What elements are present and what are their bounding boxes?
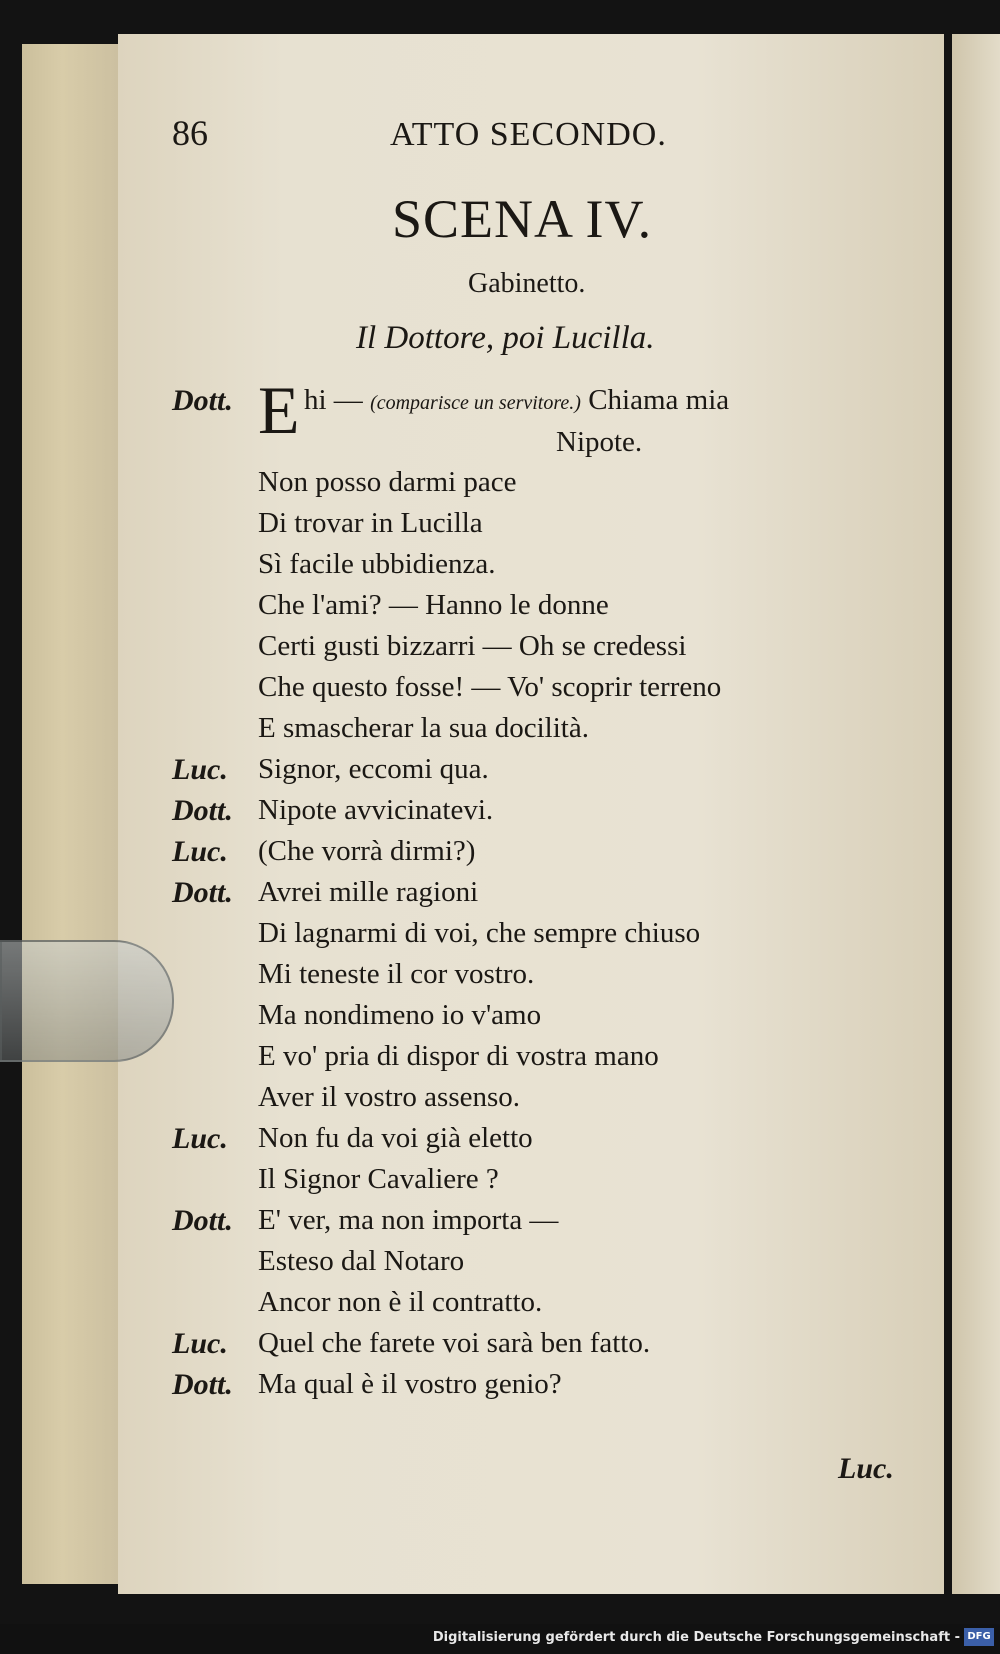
verse-line: Nipote avvicinatevi.: [258, 794, 494, 826]
page-clip: [0, 940, 174, 1062]
verse-line: E' ver, ma non importa —: [258, 1204, 559, 1236]
drop-capital: E: [258, 372, 300, 448]
first-line-continuation: Nipote.: [556, 426, 643, 458]
verse-line: (Che vorrà dirmi?): [258, 835, 476, 867]
scene-characters: Il Dottore, poi Lucilla.: [356, 320, 655, 356]
speaker-label: Luc.: [172, 753, 228, 786]
verse-line: Il Signor Cavaliere ?: [258, 1163, 499, 1195]
speaker-label: Luc.: [172, 1122, 228, 1155]
facing-page-edge: [952, 34, 1000, 1594]
verse-line: Che questo fosse! — Vo' scoprir terreno: [258, 671, 722, 703]
speaker-label: Dott.: [172, 1204, 233, 1237]
verse-line: Di trovar in Lucilla: [258, 507, 483, 539]
catchword: Luc.: [838, 1452, 894, 1485]
first-line-after: Chiama mia: [580, 384, 730, 416]
speaker-label: Dott.: [172, 1368, 233, 1401]
speaker-label: Dott.: [172, 876, 233, 909]
verse-line: Quel che farete voi sarà ben fatto.: [258, 1327, 651, 1359]
digitization-credit: Digitalisierung gefördert durch die Deutsche Forschungsgemeinschaft -: [432, 1630, 960, 1645]
scene-setting: Gabinetto.: [468, 268, 586, 299]
dfg-logo: DFG: [964, 1628, 994, 1646]
verse-line: Mi teneste il cor vostro.: [258, 958, 535, 990]
verse-line: Sì facile ubbidienza.: [258, 548, 496, 580]
verse-line: Non posso darmi pace: [258, 466, 517, 498]
verse-line: Che l'ami? — Hanno le donne: [258, 589, 609, 621]
page-edge: [22, 44, 122, 1584]
verse-line: Di lagnarmi di voi, che sempre chiuso: [258, 917, 701, 949]
verse-line: E smascherar la sua docilità.: [258, 712, 589, 744]
verse-line: E vo' pria di dispor di vostra mano: [258, 1040, 659, 1072]
running-title: ATTO SECONDO.: [390, 116, 667, 153]
verse-line: Ma nondimeno io v'amo: [258, 999, 542, 1031]
verse-line: Signor, eccomi qua.: [258, 753, 489, 785]
verse-line: Aver il vostro assenso.: [258, 1081, 521, 1113]
scene-title: SCENA IV.: [392, 189, 653, 249]
verse-line: Certi gusti bizzarri — Oh se credessi: [258, 630, 687, 662]
footer-bar: [0, 1624, 1000, 1654]
speaker-label: Luc.: [172, 1327, 228, 1360]
verse-line: Ancor non è il contratto.: [258, 1286, 543, 1318]
verse-line: Avrei mille ragioni: [258, 876, 479, 908]
verse-line: Non fu da voi già eletto: [258, 1122, 533, 1154]
verse-line: Esteso dal Notaro: [258, 1245, 465, 1277]
speaker-label: Luc.: [172, 835, 228, 868]
first-verse-line: [304, 384, 729, 417]
first-line-text: hi —: [304, 384, 371, 416]
speaker-label: Dott.: [172, 384, 233, 417]
verse-line: Ma qual è il vostro genio?: [258, 1368, 562, 1400]
speaker-label: Dott.: [172, 794, 233, 827]
stage-direction: (comparisce un servitore.): [370, 392, 581, 414]
page-number: 86: [172, 113, 208, 153]
